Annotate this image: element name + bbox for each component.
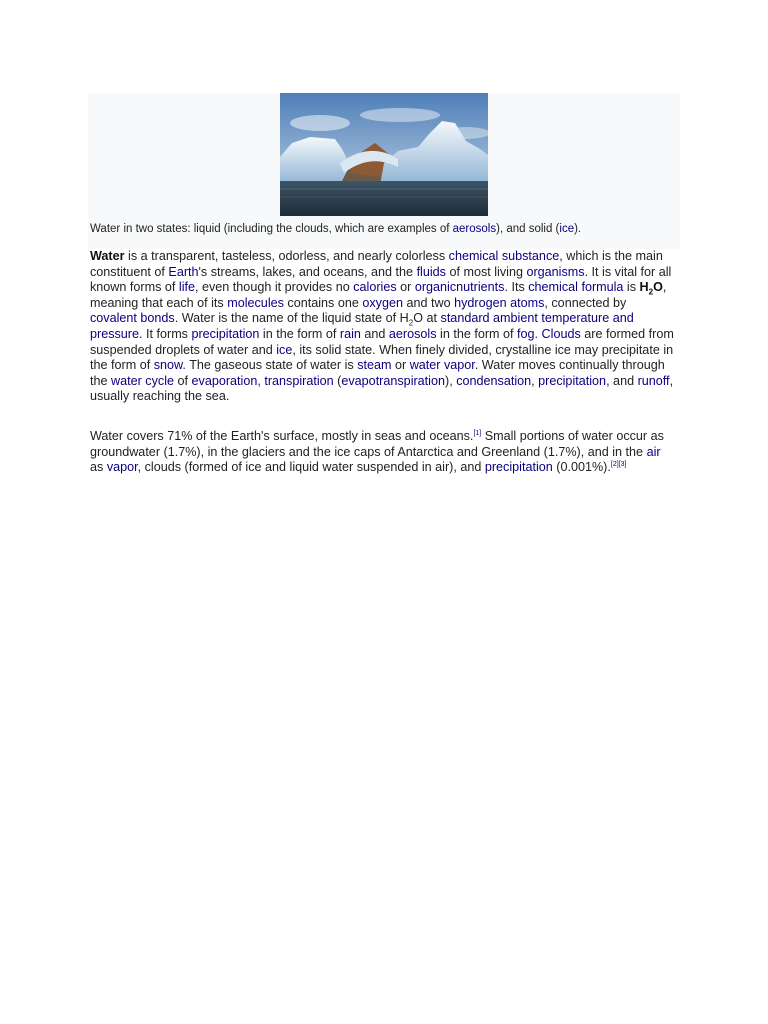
paragraph-text: , <box>531 373 539 388</box>
paragraph-text: ( <box>333 373 342 388</box>
paragraph-text: or <box>396 280 415 295</box>
paragraph-text: , clouds (formed of ice and liquid water suspended in air), and <box>137 460 485 475</box>
paragraph-text: contains one <box>283 295 363 310</box>
paragraph-text: O at <box>413 311 441 326</box>
paragraph-text: in the form of <box>436 326 518 341</box>
link-standard-conditions[interactable]: standard ambient temperature and pressure <box>90 311 634 341</box>
paragraph-text: (0.001%). <box>552 460 611 475</box>
paragraph-text: Water covers 71% of the Earth's surface, mostly in seas and oceans. <box>90 429 474 443</box>
article-subject: Water <box>90 249 125 263</box>
link-oxygen[interactable]: oxygen <box>362 295 403 310</box>
paragraph-text: 's streams, lakes, and oceans, and the <box>198 264 417 279</box>
paragraph-text: , meaning that each of its <box>90 280 667 310</box>
paragraph-text: . The gaseous state of water is <box>182 358 358 373</box>
link-molecules[interactable]: molecules <box>227 295 284 310</box>
caption-text: ). <box>574 223 582 235</box>
paragraph-text: . It is vital for all known forms of <box>90 264 672 295</box>
paragraph-text: in the form of <box>259 326 340 341</box>
paragraph-text: . <box>534 326 542 341</box>
paragraph-text: , which is the main constituent of <box>90 249 663 279</box>
citation-link[interactable]: [2] <box>610 461 619 469</box>
link-life[interactable]: life <box>178 280 195 295</box>
paragraph-text: Small portions of water occur as groundwater (1.7%), in the glaciers and the ice caps of Antarctica and Greenland (1.7%), and in the <box>90 429 664 459</box>
link-aerosols[interactable]: aerosols <box>388 326 437 341</box>
paragraph-text: as <box>90 460 107 475</box>
link-snow[interactable]: snow <box>153 358 183 373</box>
iceberg-illustration <box>280 93 488 216</box>
link-ice[interactable]: ice <box>276 342 293 357</box>
paragraph-text: , usually reaching the sea. <box>90 373 674 404</box>
caption-text: ), and solid ( <box>496 223 560 235</box>
link-transpiration[interactable]: transpiration <box>264 373 334 388</box>
coverage-paragraph <box>90 429 676 476</box>
link-water-vapor[interactable]: water vapor <box>409 358 475 373</box>
link-precipitation-3[interactable]: precipitation <box>484 460 553 475</box>
link-steam[interactable]: steam <box>357 358 392 373</box>
link-evapotranspiration[interactable]: evapotranspiration <box>341 373 445 388</box>
link-vapor[interactable]: vapor <box>106 460 138 475</box>
paragraph-text: , <box>257 373 265 388</box>
iceberg-image[interactable] <box>280 93 488 216</box>
paragraph-text: and <box>360 326 389 341</box>
link-chemical-formula[interactable]: chemical formula <box>528 280 624 295</box>
link-chemical-substance[interactable]: chemical substance <box>448 249 560 263</box>
link-precipitation[interactable]: precipitation <box>191 326 260 341</box>
paragraph-text: , its solid state. When finely divided, crystalline ice may precipitate in the form of <box>90 342 674 373</box>
link-fluids[interactable]: fluids <box>416 264 446 279</box>
paragraph-text: , even though it provides no <box>195 280 354 295</box>
paragraph-text: . It forms <box>139 326 192 341</box>
paragraph-text: . Its <box>504 280 529 295</box>
link-calories[interactable]: calories <box>353 280 397 295</box>
paragraph-text: are formed from suspended droplets of water and <box>90 326 674 357</box>
paragraph-text: or <box>391 358 410 373</box>
formula-part: H <box>639 280 649 295</box>
link-organic-nutrients[interactable]: organicnutrients <box>414 280 505 295</box>
link-runoff[interactable]: runoff <box>637 373 670 388</box>
figure-caption <box>90 222 678 237</box>
link-earth[interactable]: Earth <box>168 264 199 279</box>
citation-link[interactable]: [3] <box>618 461 627 469</box>
figure-thumbnail <box>88 93 680 249</box>
link-evaporation[interactable]: evaporation <box>191 373 258 388</box>
paragraph-text: , connected by <box>544 295 627 310</box>
link-condensation[interactable]: condensation <box>456 373 532 388</box>
link-hydrogen-atoms[interactable]: hydrogen atoms <box>454 295 545 310</box>
paragraph-text: is <box>623 280 640 295</box>
formula-part: O <box>653 280 663 295</box>
link-rain[interactable]: rain <box>339 326 361 341</box>
paragraph-text: is a transparent, tasteless, odorless, and nearly colorless <box>124 249 449 263</box>
citation-2-3[interactable] <box>611 461 627 468</box>
link-organisms[interactable]: organisms <box>526 264 585 279</box>
formula-subscript: 2 <box>408 318 414 328</box>
link-covalent-bonds[interactable]: covalent bonds <box>90 311 175 326</box>
paragraph-text: . Water is the name of the liquid state of H <box>174 311 409 326</box>
caption-text: Water in two states: liquid (including the clouds, which are examples of <box>90 223 453 235</box>
link-fog[interactable]: fog <box>517 326 535 341</box>
link-air[interactable]: air <box>646 444 661 459</box>
paragraph-text: , and <box>606 373 638 388</box>
formula-subscript: 2 <box>648 287 654 297</box>
caption-link-ice[interactable]: ice <box>559 223 575 235</box>
link-precipitation-2[interactable]: precipitation <box>538 373 607 388</box>
paragraph-text: of most living <box>445 264 527 279</box>
link-water-cycle[interactable]: water cycle <box>111 373 175 388</box>
intro-paragraph <box>90 249 676 405</box>
paragraph-text: and two <box>402 295 455 310</box>
citation-link[interactable]: [1] <box>473 430 482 437</box>
paragraph-text: of <box>174 373 192 388</box>
paragraph-text: ), <box>445 373 457 388</box>
paragraph-text: . Water moves continually through the <box>90 358 665 388</box>
caption-link-aerosols[interactable]: aerosols <box>452 223 497 235</box>
link-clouds[interactable]: Clouds <box>541 326 581 341</box>
water-formula <box>639 280 663 297</box>
